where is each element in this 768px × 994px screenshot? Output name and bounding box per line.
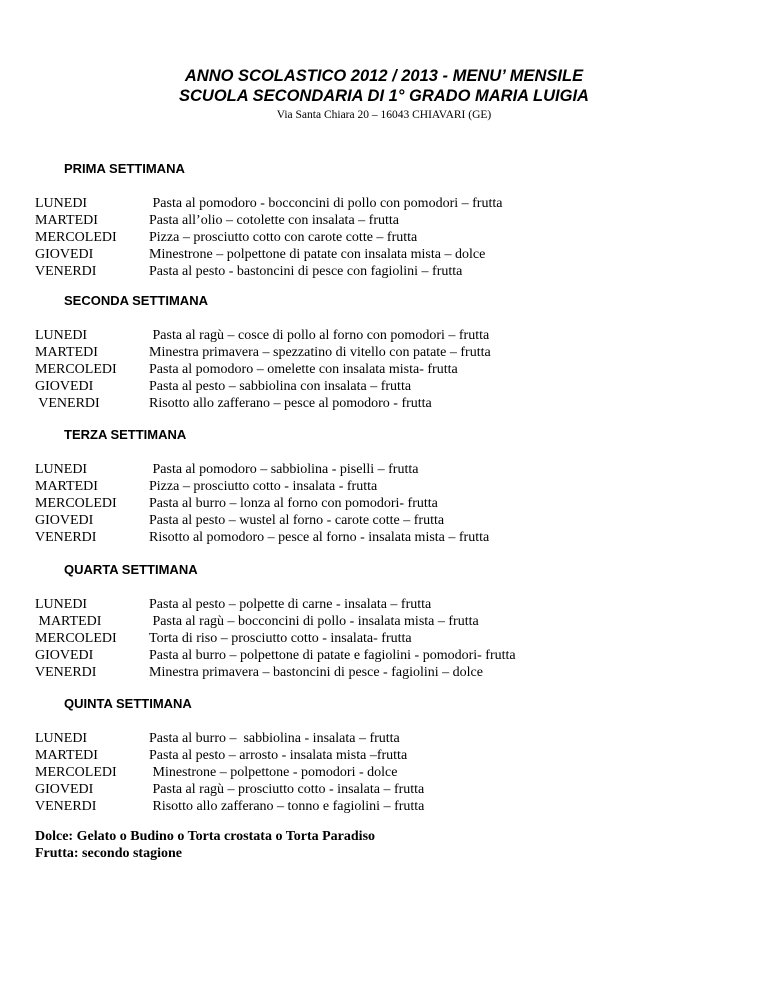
week-title: QUARTA SETTIMANA [64,562,198,577]
meal-text: Pizza – prosciutto cotto con carote cotte – frutta [149,230,418,245]
day-label: GIOVEDI [35,513,94,528]
school-address: Via Santa Chiara 20 – 16043 CHIAVARI (GE) [276,109,492,121]
menu-row [35,495,735,512]
menu-row [35,647,735,664]
day-label: MERCOLEDI [35,362,117,377]
day-label: GIOVEDI [35,379,94,394]
meal-text: Pasta al ragù – cosce di pollo al forno con pomodori – frutta [149,328,490,343]
day-label: VENERDI [35,665,97,680]
day-label: VENERDI [35,264,97,279]
meal-text: Torta di riso – prosciutto cotto - insalata- frutta [149,631,412,646]
meal-text: Pizza – prosciutto cotto - insalata - frutta [149,479,378,494]
day-label: MERCOLEDI [35,230,117,245]
menu-row [35,263,735,280]
meal-text: Pasta al ragù – prosciutto cotto - insalata – frutta [149,782,425,797]
meal-text: Minestra primavera – bastoncini di pesce - fagiolini – dolce [149,665,483,680]
day-label: LUNEDI [35,328,88,343]
meal-text: Pasta al pesto – wustel al forno - carote cotte – frutta [149,513,445,528]
week-title: PRIMA SETTIMANA [64,161,185,176]
day-label: MERCOLEDI [35,765,117,780]
meal-text: Pasta al pomodoro - bocconcini di pollo con pomodori – frutta [149,196,503,211]
menu-row [35,664,735,681]
menu-row [35,378,735,395]
frutta-note: Frutta: secondo stagione [35,846,182,861]
day-label: MARTEDI [35,614,102,629]
meal-text: Pasta al pesto – sabbiolina con insalata – frutta [149,379,412,394]
meal-text: Risotto allo zafferano – tonno e fagiolini – frutta [149,799,425,814]
week-section-quarta [35,562,735,681]
menu-row [35,461,735,478]
day-label: LUNEDI [35,731,88,746]
menu-row [35,229,735,246]
menu-notes [35,828,375,862]
day-label: MARTEDI [35,345,98,360]
day-label: MARTEDI [35,213,98,228]
week-section-terza [35,427,735,546]
week-title: TERZA SETTIMANA [64,427,187,442]
menu-row [35,781,735,798]
menu-row [35,613,735,630]
meal-text: Pasta al pesto – polpette di carne - insalata – frutta [149,597,432,612]
week-section-seconda [35,293,735,412]
meal-text: Pasta all’olio – cotolette con insalata – frutta [149,213,399,228]
menu-row [35,798,735,815]
week-title: SECONDA SETTIMANA [64,293,208,308]
menu-row [35,596,735,613]
menu-row [35,344,735,361]
dolce-note: Dolce: Gelato o Budino o Torta crostata o Torta Paradiso [35,829,376,844]
title-line-1: ANNO SCOLASTICO 2012 / 2013 - MENU’ MENSILE [184,67,584,85]
menu-row [35,361,735,378]
meal-text: Pasta al pomodoro – sabbiolina - piselli – frutta [149,462,419,477]
day-label: VENERDI [35,530,97,545]
menu-row [35,246,735,263]
meal-text: Minestrone – polpettone - pomodori - dolce [149,765,398,780]
day-label: GIOVEDI [35,247,94,262]
week-title: QUINTA SETTIMANA [64,696,192,711]
day-label: LUNEDI [35,597,88,612]
menu-row [35,747,735,764]
meal-text: Pasta al pesto - bastoncini di pesce con fagiolini – frutta [149,264,463,279]
meal-text: Pasta al pesto – arrosto - insalata mista –frutta [149,748,408,763]
menu-row [35,395,735,412]
week-section-quinta [35,696,735,815]
day-label: LUNEDI [35,462,88,477]
meal-text: Risotto allo zafferano – pesce al pomodoro - frutta [149,396,432,411]
meal-text: Pasta al burro – polpettone di patate e fagiolini - pomodori- frutta [149,648,516,663]
meal-text: Minestra primavera – spezzatino di vitello con patate – frutta [149,345,491,360]
menu-row [35,478,735,495]
menu-row [35,630,735,647]
day-label: VENERDI [35,799,97,814]
day-label: LUNEDI [35,196,88,211]
meal-text: Pasta al pomodoro – omelette con insalata mista- frutta [149,362,458,377]
menu-row [35,529,735,546]
menu-row [35,512,735,529]
meal-text: Pasta al ragù – bocconcini di pollo - insalata mista – frutta [149,614,479,629]
document-header [0,66,768,123]
meal-text: Minestrone – polpettone di patate con insalata mista – dolce [149,247,486,262]
week-section-prima [35,161,735,280]
menu-row [35,212,735,229]
day-label: MARTEDI [35,479,98,494]
day-label: GIOVEDI [35,782,94,797]
meal-text: Risotto al pomodoro – pesce al forno - insalata mista – frutta [149,530,490,545]
title-line-2: SCUOLA SECONDARIA DI 1° GRADO MARIA LUIGIA [179,87,589,105]
day-label: MERCOLEDI [35,496,117,511]
menu-row [35,730,735,747]
meal-text: Pasta al burro – sabbiolina - insalata – frutta [149,731,400,746]
day-label: GIOVEDI [35,648,94,663]
day-label: VENERDI [35,396,100,411]
menu-row [35,195,735,212]
menu-row [35,327,735,344]
day-label: MARTEDI [35,748,98,763]
meal-text: Pasta al burro – lonza al forno con pomodori- frutta [149,496,438,511]
menu-row [35,764,735,781]
day-label: MERCOLEDI [35,631,117,646]
